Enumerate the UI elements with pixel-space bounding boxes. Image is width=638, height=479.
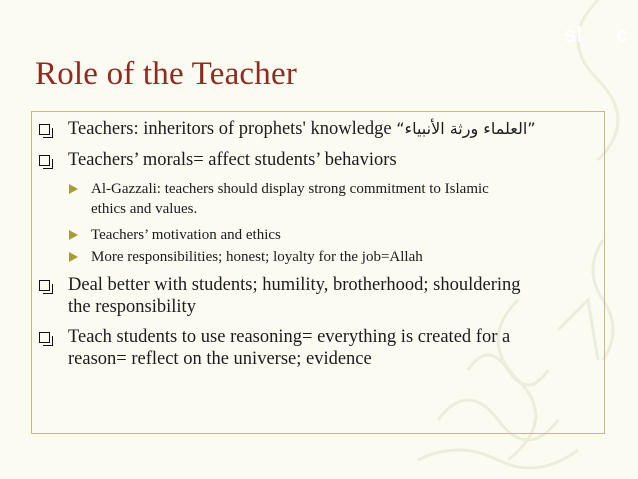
bullet-2 — [39, 149, 599, 173]
bullet-3-line2: the responsibility — [68, 297, 196, 317]
sub-bullet-arrow-icon — [69, 230, 78, 240]
bullet-3-line1: Deal better with students; humility, brotherhood; shouldering — [68, 275, 521, 295]
bullet-marker-icon — [39, 124, 50, 135]
sub-bullet-arrow-icon — [69, 252, 78, 262]
logo-text: sl — [564, 22, 583, 47]
bullet-1 — [39, 118, 599, 142]
sub-bullet-arrow-icon — [69, 184, 78, 194]
sub-bullet-3 — [69, 247, 589, 267]
bullet-marker-icon — [39, 280, 50, 291]
sub-bullet-1-line2: ethics and values. — [91, 201, 198, 217]
bullet-4-line1: Teach students to use reasoning= everything is created for a — [68, 327, 511, 347]
bullet-1-text — [68, 118, 536, 140]
slide-title: Role of the Teacher — [35, 56, 298, 92]
sub-bullet-3-line1: More responsibilities; honest; loyalty for the job=Allah — [91, 249, 423, 265]
bullet-marker-icon — [39, 332, 50, 343]
sub-bullet-2 — [69, 225, 589, 245]
sub-bullet-1-line1: Al-Gazzali: teachers should display strong commitment to Islamic — [91, 181, 489, 197]
bullet-marker-icon — [39, 155, 50, 166]
bullet-4 — [39, 326, 599, 372]
bullet-1-prefix: Teachers: inheritors of prophets' knowledge — [68, 119, 397, 139]
bullet-2-text: Teachers’ morals= affect students’ behaviors — [68, 150, 397, 170]
sub-bullet-2-line1: Teachers’ motivation and ethics — [91, 227, 281, 243]
bullet-4-line2: reason= reflect on the universe; evidence — [68, 349, 372, 369]
brand-logo — [560, 14, 638, 48]
logo-text-2: c — [616, 22, 629, 47]
bullet-1-arabic: ”العلماء ورثة الأنبياء“ — [396, 119, 536, 138]
bullet-3 — [39, 274, 599, 320]
sub-bullet-1 — [69, 179, 589, 221]
